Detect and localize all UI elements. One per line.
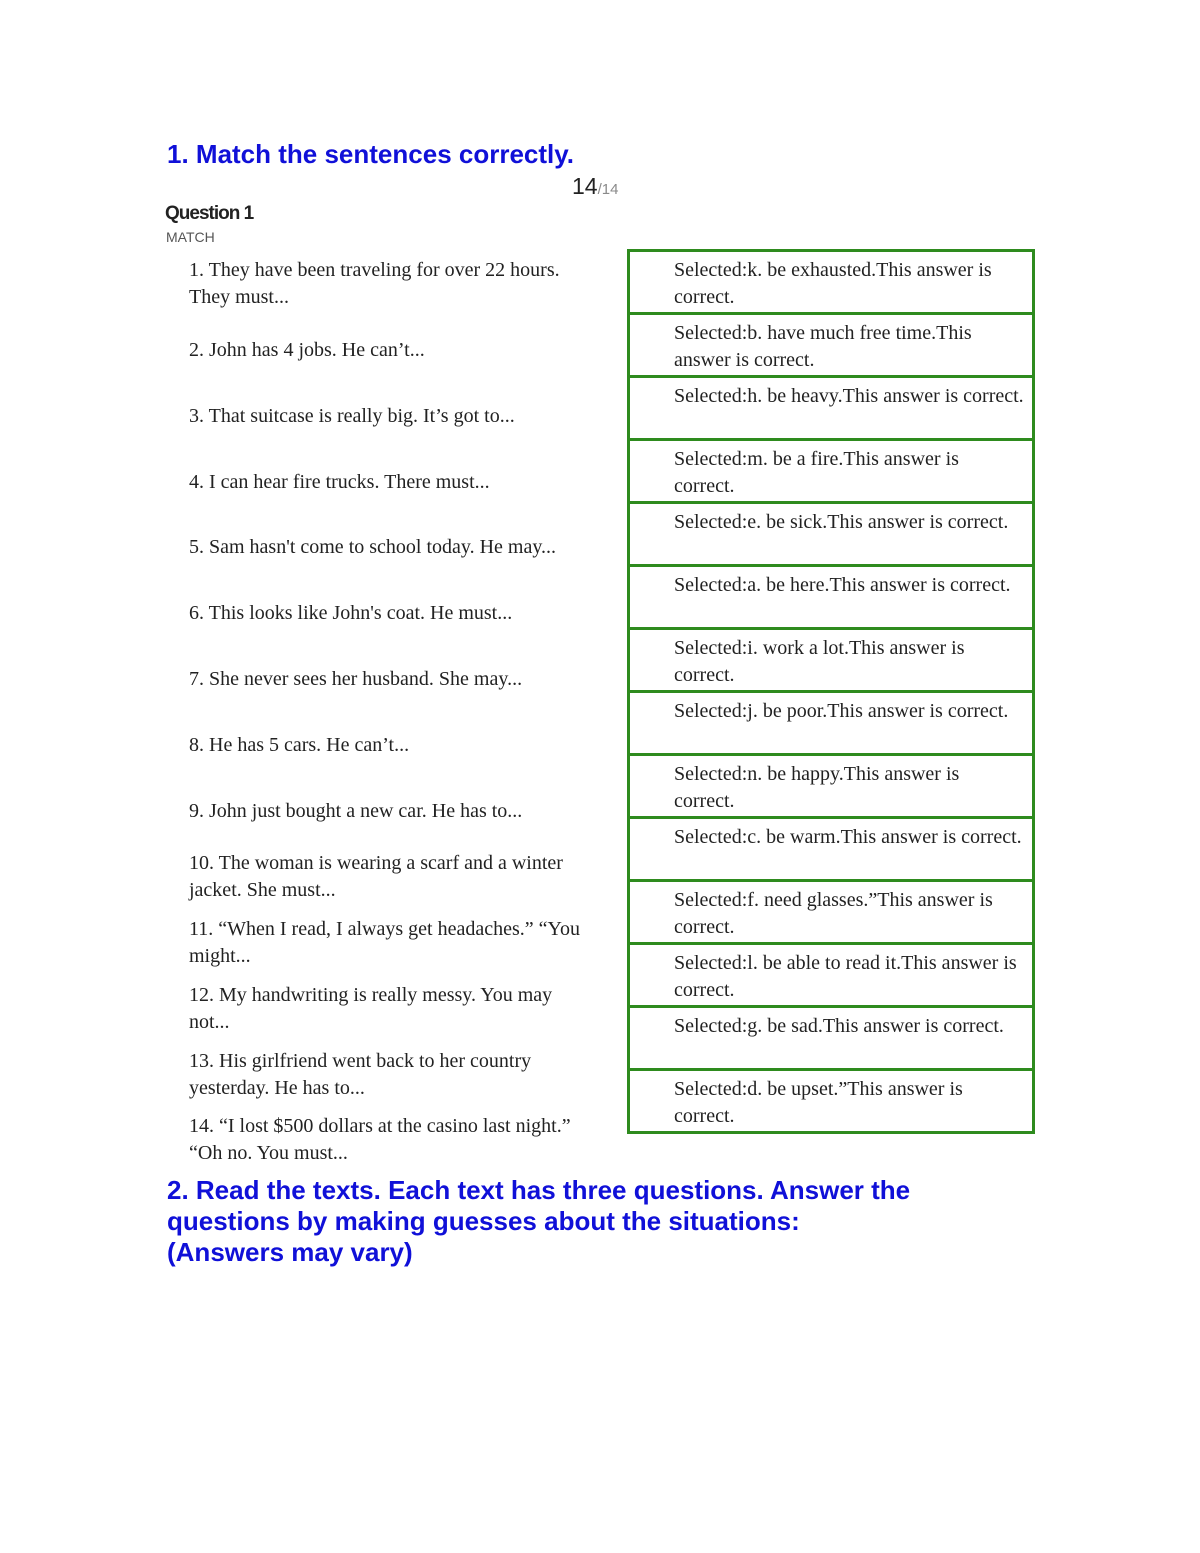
match-prompt: 9. John just bought a new car. He has to... [189, 799, 523, 822]
match-prompt: 2. John has 4 jobs. He can’t... [189, 338, 425, 361]
section-1-heading: 1. Match the sentences correctly. [167, 139, 575, 169]
answer-box: Selected:i. work a lot.This answer is correct. [627, 627, 1035, 693]
question-title: Question 1 [165, 203, 254, 224]
answer-box: Selected:f. need glasses.”This answer is correct. [627, 879, 1035, 945]
score-value: 14 [572, 173, 598, 199]
match-prompt: 7. She never sees her husband. She may... [189, 667, 523, 690]
match-prompt: 13. His girlfriend went back to her country yesterday. He has to... [189, 1050, 532, 1099]
answer-box: Selected:l. be able to read it.This answer is correct. [627, 942, 1035, 1008]
question-type: MATCH [166, 229, 215, 245]
match-prompt: 14. “I lost $500 dollars at the casino last night.” “Oh no. You must... [189, 1115, 571, 1164]
answer-box: Selected:h. be heavy.This answer is correct. [627, 375, 1035, 441]
answer-box: Selected:e. be sick.This answer is correct. [627, 501, 1035, 567]
answer-box: Selected:b. have much free time.This answer is correct. [627, 312, 1035, 378]
answer-box: Selected:m. be a fire.This answer is correct. [627, 438, 1035, 504]
match-prompt: 1. They have been traveling for over 22 hours. They must... [189, 259, 560, 308]
match-prompt: 8. He has 5 cars. He can’t... [189, 733, 410, 756]
section-2-heading [167, 1175, 1067, 1268]
answer-box: Selected:a. be here.This answer is correct. [627, 564, 1035, 630]
score-total: /14 [597, 181, 619, 198]
match-prompt: 12. My handwriting is really messy. You may not... [189, 984, 553, 1033]
answer-column [627, 249, 1035, 1134]
answer-box: Selected:g. be sad.This answer is correct. [627, 1005, 1035, 1071]
match-prompt: 3. That suitcase is really big. It’s got to... [189, 404, 515, 427]
answer-box: Selected:j. be poor.This answer is correct. [627, 690, 1035, 756]
match-prompt: 6. This looks like John's coat. He must... [189, 601, 513, 624]
section-2-line-3: (Answers may vary) [167, 1237, 413, 1267]
section-2-line-2: questions by making guesses about the situations: [167, 1206, 800, 1236]
match-prompt: 10. The woman is wearing a scarf and a winter jacket. She must... [189, 852, 563, 901]
answer-box: Selected:d. be upset.”This answer is correct. [627, 1068, 1035, 1134]
answer-box: Selected:k. be exhausted.This answer is correct. [627, 249, 1035, 315]
answer-box: Selected:n. be happy.This answer is correct. [627, 753, 1035, 819]
match-prompt: 5. Sam hasn't come to school today. He may... [189, 535, 557, 558]
section-2-line-1: 2. Read the texts. Each text has three questions. Answer the [167, 1175, 911, 1205]
score [572, 173, 618, 200]
match-prompt: 4. I can hear fire trucks. There must... [189, 470, 490, 493]
match-prompt: 11. “When I read, I always get headaches.” “You might... [189, 918, 580, 967]
answer-box: Selected:c. be warm.This answer is correct. [627, 816, 1035, 882]
